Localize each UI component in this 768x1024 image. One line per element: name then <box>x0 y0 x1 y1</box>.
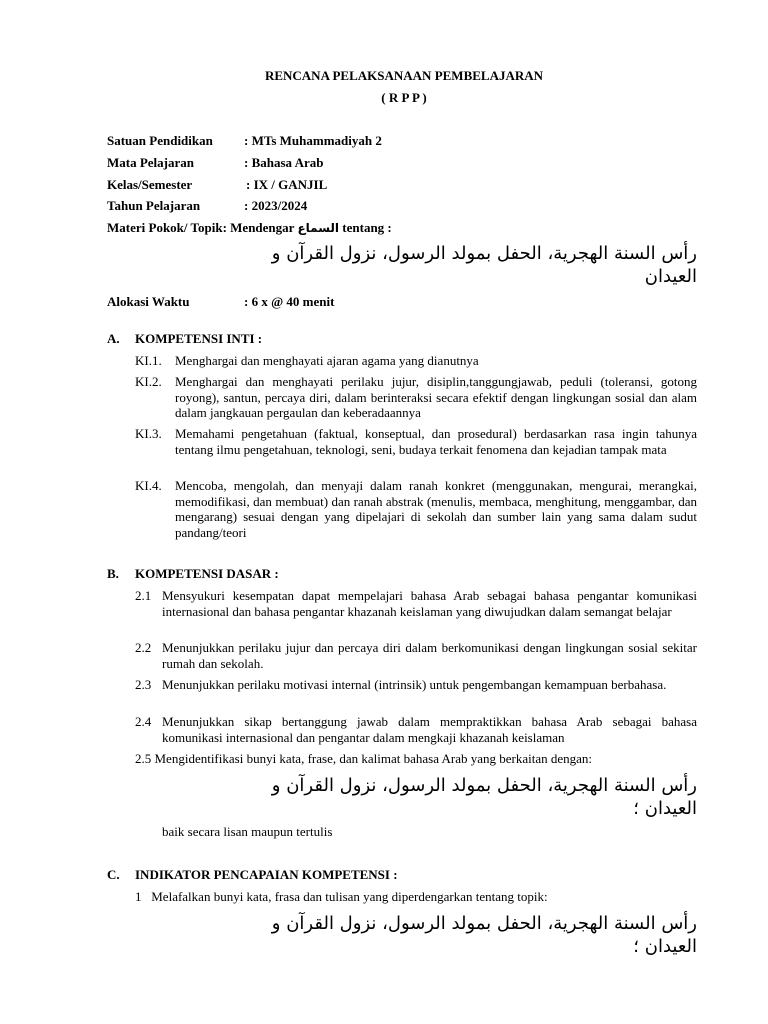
section-title: KOMPETENSI INTI : <box>135 331 263 346</box>
kd-number: 2.1 <box>135 588 152 603</box>
identity-value: : Bahasa Arab <box>244 155 324 170</box>
document-title: RENCANA PELAKSANAAN PEMBELAJARAN <box>264 68 544 83</box>
alokasi-row <box>107 294 335 310</box>
identity-label: Satuan Pendidikan <box>107 133 213 148</box>
kd-text: Menunjukkan sikap bertanggung jawab dalam mempraktikkan bahasa Arab sebagai bahasa komunikasi internasional dan pengantar dalam mengkaji khazanah keislaman <box>162 714 697 745</box>
identity-row <box>107 177 328 193</box>
alokasi-value: : 6 x @ 40 menit <box>244 294 335 309</box>
materi-arabic-word: السماع <box>297 221 340 235</box>
materi-row <box>107 220 392 236</box>
identity-row <box>107 133 382 149</box>
kd-text: Menunjukkan perilaku jujur dan percaya diri dalam berkomunikasi dengan lingkungan sosial sekitar rumah dan sekolah. <box>162 640 697 671</box>
section-title: INDIKATOR PENCAPAIAN KOMPETENSI : <box>135 867 398 882</box>
kd-text: Menunjukkan perilaku motivasi internal (intrinsik) untuk pengembangan kemampuan berbahasa. <box>162 677 667 692</box>
section-letter: C. <box>107 867 120 882</box>
identity-label: Tahun Pelajaran <box>107 198 201 213</box>
materi-arabic-topics <box>120 242 697 288</box>
identity-value: : IX / GANJIL <box>246 177 328 192</box>
ki-number: KI.4. <box>135 478 162 493</box>
kd-note: baik secara lisan maupun tertulis <box>162 824 333 839</box>
kd-arabic-topics <box>150 774 697 820</box>
arabic-line: رأس السنة الهجرية، الحفل بمولد الرسول، نزول القرآن و <box>271 243 697 264</box>
ki-text: Menghargai dan menghayati perilaku jujur, disiplin,tanggungjawab, peduli (toleransi, gotong royong), santun, percaya diri, dalam berinteraksi secara efektif dengan lingkungan sosial dan alam dalam jangkauan pergaulan dan keberadaannya <box>175 374 697 420</box>
alokasi-label: Alokasi Waktu <box>107 294 190 309</box>
kd-item-2-5: 2.5 Mengidentifikasi bunyi kata, frase, dan kalimat bahasa Arab yang berkaitan dengan: <box>135 751 593 766</box>
ki-number: KI.1. <box>135 353 162 368</box>
ki-text: Menghargai dan menghayati ajaran agama yang dianutnya <box>175 353 479 368</box>
ki-text: Mencoba, mengolah, dan menyaji dalam ranah konkret (menggunakan, mengurai, merangkai, memodifikasi, dan membuat) dan ranah abstrak (menulis, membaca, menghitung, menggambar, dan mengarang) sesuai dengan yang dipelajari di sekolah dan sumber lain yang sama dalam sudut pandang/teori <box>175 478 697 540</box>
ki-text: Memahami pengetahuan (faktual, konseptual, dan prosedural) berdasarkan rasa ingin tahunya tentang ilmu pengetahuan, teknologi, seni, budaya terkait fenomena dan kejadian tampak mata <box>175 426 697 457</box>
identity-row <box>107 198 308 214</box>
identity-value: : 2023/2024 <box>244 198 308 213</box>
arabic-line: العيدان <box>644 266 697 287</box>
materi-prefix: : Mendengar <box>222 220 298 235</box>
identity-label: Kelas/Semester <box>107 177 193 192</box>
kd-number: 2.3 <box>135 677 152 692</box>
document-subtitle: ( R P P ) <box>381 90 427 105</box>
kd-text: Mensyukuri kesempatan dapat mempelajari bahasa Arab sebagai bahasa pengantar komunikasi internasional dan bahasa pengantar khazanah keislaman yang diwujudkan dalam semangat belajar <box>162 588 697 619</box>
ki-number: KI.2. <box>135 374 162 389</box>
arabic-line: العيدان ؛ <box>633 798 697 819</box>
identity-label: Mata Pelajaran <box>107 155 195 170</box>
section-letter: A. <box>107 331 120 346</box>
materi-suffix: tentang : <box>339 220 392 235</box>
arabic-line: رأس السنة الهجرية، الحفل بمولد الرسول، نزول القرآن و <box>271 913 697 934</box>
ki-number: KI.3. <box>135 426 162 441</box>
indikator-item-1: 1 Melafalkan bunyi kata, frasa dan tulisan yang diperdengarkan tentang topik: <box>135 889 548 904</box>
indikator-arabic-topics <box>150 912 697 958</box>
arabic-line: رأس السنة الهجرية، الحفل بمولد الرسول، نزول القرآن و <box>271 775 697 796</box>
identity-row <box>107 155 324 171</box>
arabic-line: العيدان ؛ <box>633 936 697 957</box>
materi-label: Materi Pokok/ Topik <box>107 220 223 235</box>
identity-value: : MTs Muhammadiyah 2 <box>244 133 382 148</box>
kd-number: 2.4 <box>135 714 152 729</box>
section-letter: B. <box>107 566 119 581</box>
kd-number: 2.2 <box>135 640 152 655</box>
section-title: KOMPETENSI DASAR : <box>135 566 279 581</box>
